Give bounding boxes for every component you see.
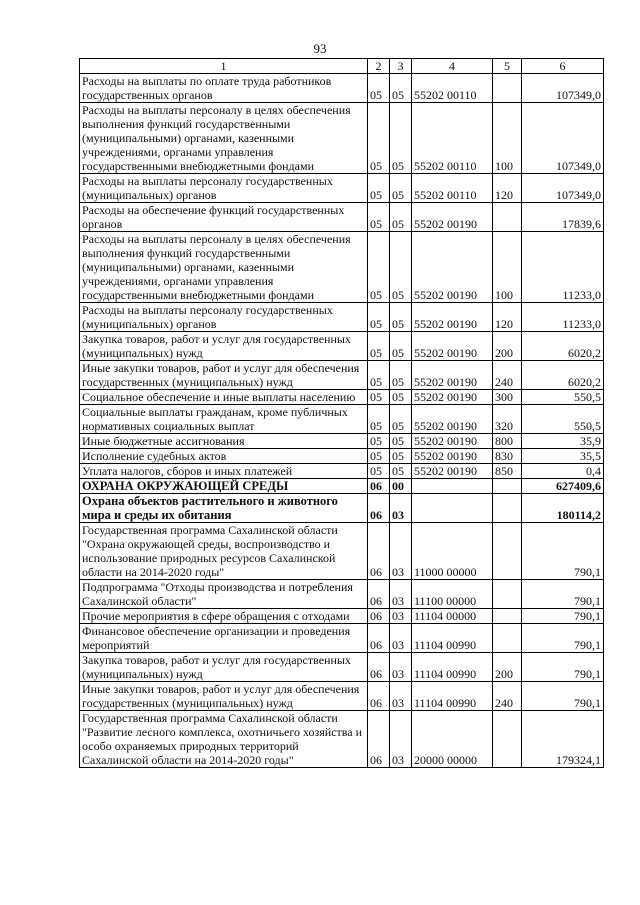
row-section: 05 xyxy=(368,434,390,449)
row-amount: 790,1 xyxy=(522,682,604,711)
row-expense-type: 120 xyxy=(493,174,522,203)
header-col-amount: 6 xyxy=(522,59,604,74)
table-row xyxy=(80,523,604,580)
row-name: Охрана объектов растительного и животного мира и среды их обитания xyxy=(80,494,368,523)
row-subsection: 05 xyxy=(390,405,412,434)
table-row xyxy=(80,332,604,361)
row-amount: 107349,0 xyxy=(522,74,604,103)
row-target-item: 55202 00110 xyxy=(412,74,493,103)
row-name: Уплата налогов, сборов и иных платежей xyxy=(80,464,368,479)
row-subsection: 05 xyxy=(390,303,412,332)
row-expense-type: 200 xyxy=(493,332,522,361)
row-name: Иные закупки товаров, работ и услуг для обеспечения государственных (муниципальных) нужд xyxy=(80,361,368,390)
row-section: 05 xyxy=(368,303,390,332)
table-row xyxy=(80,653,604,682)
row-section: 06 xyxy=(368,653,390,682)
header-col-subsection: 3 xyxy=(390,59,412,74)
header-col-name: 1 xyxy=(80,59,368,74)
row-expense-type xyxy=(493,523,522,580)
row-section: 06 xyxy=(368,580,390,609)
row-section: 06 xyxy=(368,624,390,653)
page-number: 93 xyxy=(313,41,327,56)
row-subsection: 05 xyxy=(390,203,412,232)
row-name: Расходы на выплаты персоналу в целях обеспечения выполнения функций государственными (муниципальными) органами, казенными учреждениями, органами управления государственными внебюджетными фондами xyxy=(80,232,368,303)
row-subsection: 05 xyxy=(390,174,412,203)
row-target-item: 11104 00990 xyxy=(412,653,493,682)
row-expense-type xyxy=(493,580,522,609)
header-row xyxy=(80,59,604,74)
budget-table xyxy=(79,58,604,768)
row-section: 05 xyxy=(368,74,390,103)
row-expense-type: 850 xyxy=(493,464,522,479)
row-subsection: 05 xyxy=(390,74,412,103)
row-expense-type xyxy=(493,479,522,494)
table-row xyxy=(80,479,604,494)
header-col-section: 2 xyxy=(368,59,390,74)
row-name: Расходы на выплаты по оплате труда работников государственных органов xyxy=(80,74,368,103)
row-subsection: 03 xyxy=(390,580,412,609)
row-name: Расходы на выплаты персоналу государственных (муниципальных) органов xyxy=(80,303,368,332)
row-expense-type: 300 xyxy=(493,390,522,405)
row-subsection: 00 xyxy=(390,479,412,494)
table-row xyxy=(80,711,604,768)
row-target-item: 55202 00190 xyxy=(412,203,493,232)
row-target-item: 11104 00990 xyxy=(412,624,493,653)
row-subsection: 05 xyxy=(390,361,412,390)
row-name: Прочие мероприятия в сфере обращения с отходами xyxy=(80,609,368,624)
row-section: 06 xyxy=(368,711,390,768)
row-section: 05 xyxy=(368,103,390,174)
row-expense-type: 320 xyxy=(493,405,522,434)
table-row xyxy=(80,449,604,464)
row-target-item: 55202 00110 xyxy=(412,174,493,203)
row-expense-type: 120 xyxy=(493,303,522,332)
table-row xyxy=(80,609,604,624)
table-row xyxy=(80,103,604,174)
row-section: 05 xyxy=(368,332,390,361)
row-amount: 790,1 xyxy=(522,609,604,624)
row-expense-type: 240 xyxy=(493,682,522,711)
row-target-item: 55202 00190 xyxy=(412,449,493,464)
row-section: 05 xyxy=(368,464,390,479)
row-amount: 790,1 xyxy=(522,580,604,609)
row-expense-type: 100 xyxy=(493,103,522,174)
row-amount: 179324,1 xyxy=(522,711,604,768)
table-row xyxy=(80,361,604,390)
row-name: Исполнение судебных актов xyxy=(80,449,368,464)
row-amount: 107349,0 xyxy=(522,174,604,203)
row-amount: 550,5 xyxy=(522,390,604,405)
row-section: 05 xyxy=(368,390,390,405)
row-name: Социальное обеспечение и иные выплаты населению xyxy=(80,390,368,405)
row-expense-type xyxy=(493,494,522,523)
row-amount: 790,1 xyxy=(522,653,604,682)
row-section: 06 xyxy=(368,682,390,711)
row-subsection: 03 xyxy=(390,523,412,580)
table-row xyxy=(80,174,604,203)
row-section: 05 xyxy=(368,174,390,203)
row-name: Подпрограмма "Отходы производства и потребления Сахалинской области" xyxy=(80,580,368,609)
table-row xyxy=(80,74,604,103)
row-amount: 180114,2 xyxy=(522,494,604,523)
row-subsection: 03 xyxy=(390,624,412,653)
row-amount: 35,5 xyxy=(522,449,604,464)
row-subsection: 03 xyxy=(390,609,412,624)
row-target-item: 55202 00190 xyxy=(412,390,493,405)
table-row xyxy=(80,203,604,232)
row-name: Финансовое обеспечение организации и проведения мероприятий xyxy=(80,624,368,653)
row-section: 05 xyxy=(368,232,390,303)
table-row xyxy=(80,580,604,609)
row-target-item: 55202 00110 xyxy=(412,103,493,174)
row-subsection: 03 xyxy=(390,653,412,682)
table-row xyxy=(80,624,604,653)
row-subsection: 05 xyxy=(390,232,412,303)
row-subsection: 05 xyxy=(390,103,412,174)
row-name: Государственная программа Сахалинской области "Охрана окружающей среды, воспроизводство и использование природных ресурсов Сахалинской области на 2014-2020 годы" xyxy=(80,523,368,580)
row-section: 05 xyxy=(368,361,390,390)
row-target-item xyxy=(412,479,493,494)
table-row xyxy=(80,405,604,434)
table-row xyxy=(80,494,604,523)
row-section: 06 xyxy=(368,479,390,494)
table-row xyxy=(80,390,604,405)
row-expense-type xyxy=(493,74,522,103)
row-name: Расходы на выплаты персоналу государственных (муниципальных) органов xyxy=(80,174,368,203)
row-expense-type: 200 xyxy=(493,653,522,682)
row-expense-type: 100 xyxy=(493,232,522,303)
row-subsection: 03 xyxy=(390,682,412,711)
row-target-item: 11104 00000 xyxy=(412,609,493,624)
table-row xyxy=(80,682,604,711)
table-row xyxy=(80,303,604,332)
row-target-item: 55202 00190 xyxy=(412,232,493,303)
row-section: 06 xyxy=(368,494,390,523)
row-name: Социальные выплаты гражданам, кроме публичных нормативных социальных выплат xyxy=(80,405,368,434)
row-amount: 107349,0 xyxy=(522,103,604,174)
table-row xyxy=(80,464,604,479)
row-subsection: 05 xyxy=(390,449,412,464)
row-expense-type: 830 xyxy=(493,449,522,464)
row-section: 06 xyxy=(368,523,390,580)
row-target-item: 11000 00000 xyxy=(412,523,493,580)
row-amount: 0,4 xyxy=(522,464,604,479)
header-col-expense-type: 5 xyxy=(493,59,522,74)
row-amount: 11233,0 xyxy=(522,303,604,332)
row-target-item: 55202 00190 xyxy=(412,405,493,434)
header-col-target-item: 4 xyxy=(412,59,493,74)
row-target-item: 11100 00000 xyxy=(412,580,493,609)
row-amount: 790,1 xyxy=(522,624,604,653)
row-amount: 11233,0 xyxy=(522,232,604,303)
row-section: 05 xyxy=(368,203,390,232)
row-amount: 790,1 xyxy=(522,523,604,580)
row-name: Закупка товаров, работ и услуг для государственных (муниципальных) нужд xyxy=(80,332,368,361)
table-row xyxy=(80,232,604,303)
row-amount: 627409,6 xyxy=(522,479,604,494)
row-name: Иные бюджетные ассигнования xyxy=(80,434,368,449)
row-amount: 550,5 xyxy=(522,405,604,434)
row-name: Закупка товаров, работ и услуг для государственных (муниципальных) нужд xyxy=(80,653,368,682)
row-amount: 35,9 xyxy=(522,434,604,449)
row-section: 05 xyxy=(368,405,390,434)
row-amount: 6020,2 xyxy=(522,332,604,361)
row-amount: 6020,2 xyxy=(522,361,604,390)
row-expense-type xyxy=(493,203,522,232)
row-subsection: 05 xyxy=(390,434,412,449)
row-target-item xyxy=(412,494,493,523)
row-name: Расходы на выплаты персоналу в целях обеспечения выполнения функций государственными (муниципальными) органами, казенными учреждениями, органами управления государственными внебюджетными фондами xyxy=(80,103,368,174)
row-section: 05 xyxy=(368,449,390,464)
row-expense-type: 240 xyxy=(493,361,522,390)
row-target-item: 55202 00190 xyxy=(412,303,493,332)
row-subsection: 03 xyxy=(390,711,412,768)
row-subsection: 03 xyxy=(390,494,412,523)
row-name: Расходы на обеспечение функций государственных органов xyxy=(80,203,368,232)
row-name: Государственная программа Сахалинской области "Развитие лесного комплекса, охотничьего хозяйства и особо охраняемых природных территорий Сахалинской области на 2014-2020 годы" xyxy=(80,711,368,768)
row-target-item: 55202 00190 xyxy=(412,332,493,361)
row-subsection: 05 xyxy=(390,332,412,361)
table-row xyxy=(80,434,604,449)
row-expense-type xyxy=(493,609,522,624)
row-expense-type xyxy=(493,711,522,768)
row-subsection: 05 xyxy=(390,464,412,479)
row-expense-type xyxy=(493,624,522,653)
row-name: Иные закупки товаров, работ и услуг для обеспечения государственных (муниципальных) нужд xyxy=(80,682,368,711)
row-target-item: 20000 00000 xyxy=(412,711,493,768)
row-name: ОХРАНА ОКРУЖАЮЩЕЙ СРЕДЫ xyxy=(80,479,368,494)
row-target-item: 55202 00190 xyxy=(412,464,493,479)
row-target-item: 11104 00990 xyxy=(412,682,493,711)
row-target-item: 55202 00190 xyxy=(412,434,493,449)
row-expense-type: 800 xyxy=(493,434,522,449)
row-section: 06 xyxy=(368,609,390,624)
row-target-item: 55202 00190 xyxy=(412,361,493,390)
row-amount: 17839,6 xyxy=(522,203,604,232)
row-subsection: 05 xyxy=(390,390,412,405)
